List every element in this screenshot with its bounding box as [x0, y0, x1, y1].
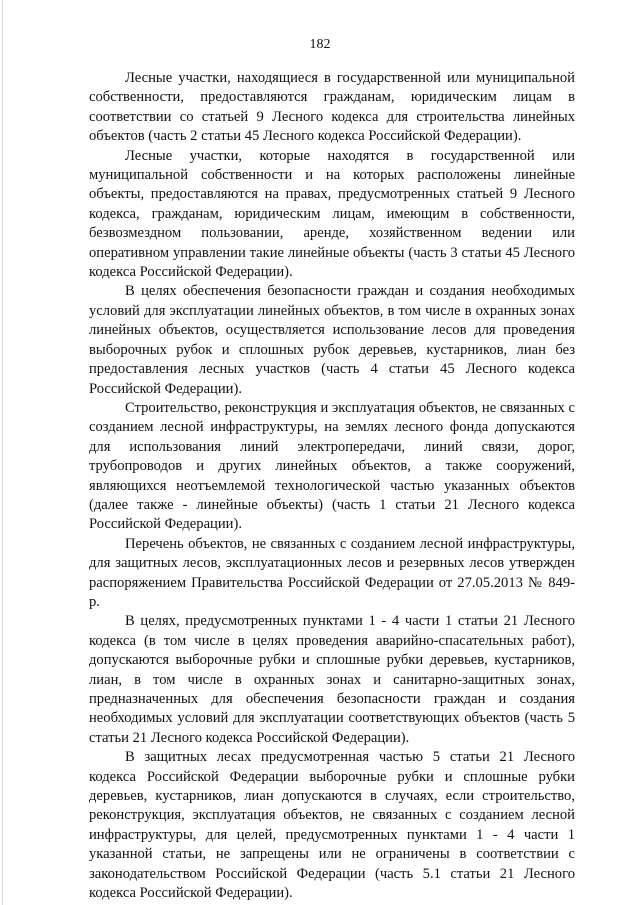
- paragraph-6: В целях, предусмотренных пунктами 1 - 4 части 1 статьи 21 Лесного кодекса (в том числе в целях проведения аварийно-спасательных работ), допускаются выборочные рубки и сплошные рубки деревьев, кустарников, лиан, в том числе в охранных зонах и санитарно-защитных зонах, предназначенных для обеспечения безопасности граждан и создания необходимых условий для эксплуатации соответствующих объектов (часть 5 статьи 21 Лесного кодекса Российской Федерации).: [89, 613, 575, 746]
- paragraph-2: Лесные участки, которые находятся в государственной или муниципальной собственности и на которых расположены линейные объекты, предоставляются на правах, предусмотренных статьей 9 Лесного кодекса, гражданам, юридическим лицам, имеющим в собственности, безвозмездном пользовании, аренде, хозяйственном ведении или оперативном управлении такие линейные объекты (часть 3 статьи 45 Лесного кодекса Российской Федерации).: [89, 147, 575, 281]
- page-number: 182: [309, 37, 331, 52]
- scan-edge-line: [2, 0, 3, 905]
- document-body: [89, 69, 575, 903]
- paragraph-3: В целях обеспечения безопасности граждан и создания необходимых условий для эксплуатации линейных объектов, в том числе в охранных зонах линейных объектов, осуществляется использование лесов для проведения выборочных рубок и сплошных рубок деревьев, кустарников, лиан без предоставления лесных участков (часть 4 статьи 45 Лесного кодекса Российской Федерации).: [89, 283, 575, 397]
- paragraph-4: Строительство, реконструкция и эксплуатация объектов, не связанных с созданием лесной инфраструктуры, на землях лесного фонда допускаются для использования линий электропередачи, линий связи, дорог, трубопроводов и других линейных объектов, а также сооружений, являющихся неотъемлемой технологической частью указанных объектов (далее также - линейные объекты) (часть 1 статьи 21 Лесного кодекса Российской Федерации).: [89, 399, 575, 533]
- paragraph-5: Перечень объектов, не связанных с созданием лесной инфраструктуры, для защитных лесов, эксплуатационных лесов и резервных лесов утвержден распоряжением Правительства Российской Федерации от 27.05.2013 № 849-р.: [89, 535, 575, 610]
- paragraph-7: В защитных лесах предусмотренная частью 5 статьи 21 Лесного кодекса Российской Федерации выборочные рубки и сплошные рубки деревьев, кустарников, лиан допускаются в случаях, если строительство, реконструкция, эксплуатация объектов, не связанных с созданием лесной инфраструктуры, для целей, предусмотренных пунктами 1 - 4 части 1 указанной статьи, не запрещены или не ограничены в соответствии с законодательством Российской Федерации (часть 5.1 статьи 21 Лесного кодекса Российской Федерации).: [89, 749, 575, 902]
- paragraph-1: Лесные участки, находящиеся в государственной или муниципальной собственности, предоставляются гражданам, юридическим лицам в соответствии со статьей 9 Лесного кодекса для строительства линейных объектов (часть 2 статьи 45 Лесного кодекса Российской Федерации).: [89, 70, 575, 145]
